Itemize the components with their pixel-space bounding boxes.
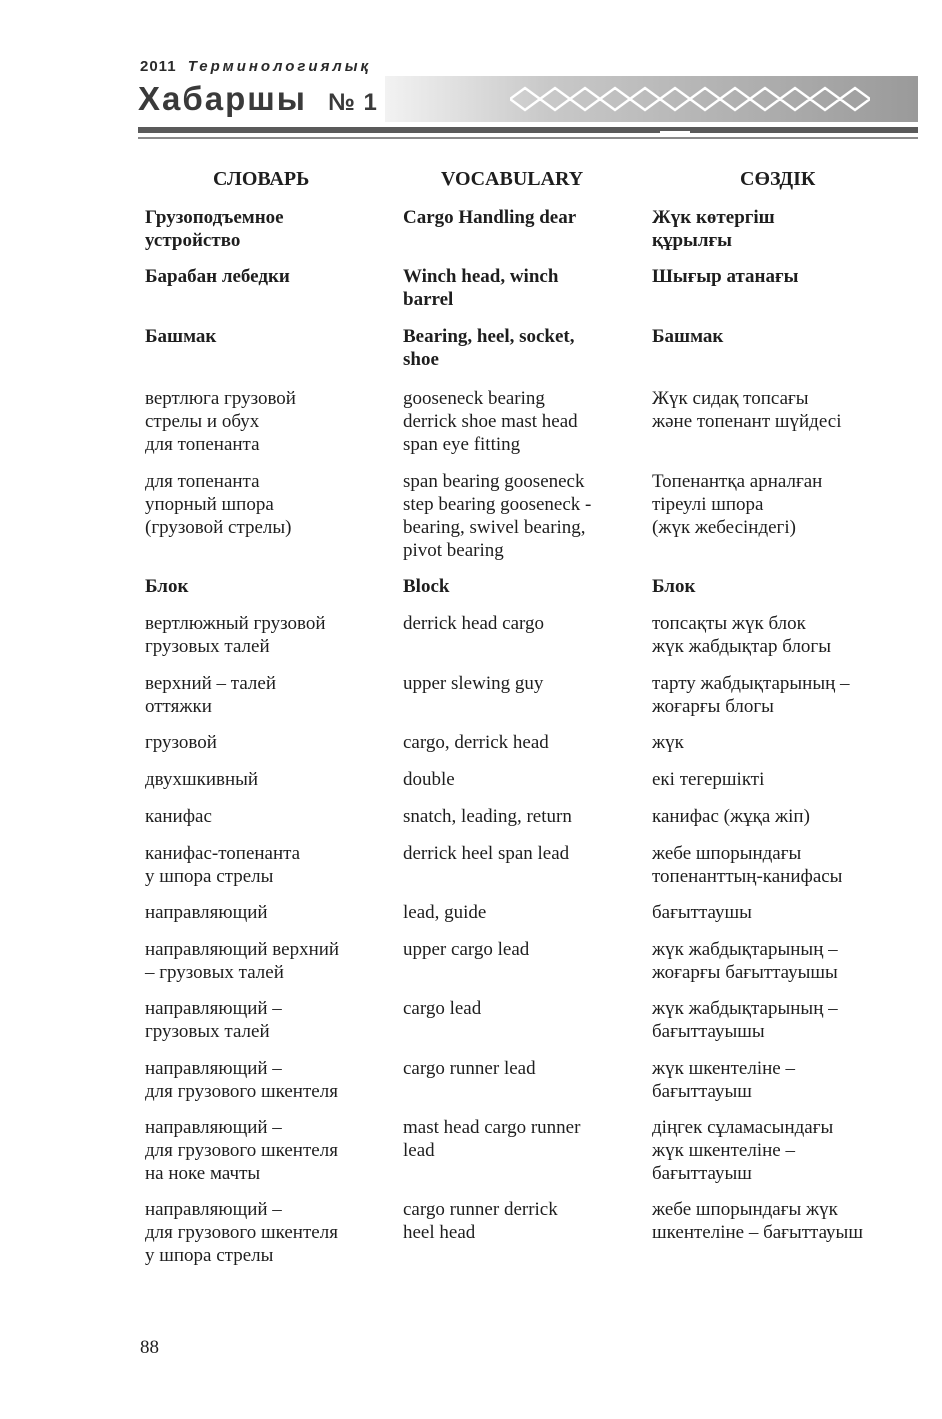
header-title: Хабаршы xyxy=(138,80,307,117)
term-en: lead, guide xyxy=(403,902,487,923)
term-ru: Башмак xyxy=(145,326,217,347)
header-ornament xyxy=(510,84,870,114)
term-kz: Топенантқа арналған тіреулі шпора (жүк жебесіндегі) xyxy=(652,471,823,538)
column-header-kazakh: СӨЗДІК xyxy=(740,168,816,190)
term-kz: Жүк көтергіш құрылғы xyxy=(652,207,775,251)
term-en: double xyxy=(403,769,455,790)
term-ru: Грузоподъемное устройство xyxy=(145,207,284,251)
term-ru: Барабан лебедки xyxy=(145,266,290,287)
header-subtitle: Терминологиялық xyxy=(187,58,372,75)
term-kz: жүк жабдықтарының – бағыттауышы xyxy=(652,998,838,1042)
term-en: Winch head, winch barrel xyxy=(403,266,559,310)
term-ru: двухшкивный xyxy=(145,769,259,790)
term-kz: Блок xyxy=(652,576,696,597)
term-ru: канифас xyxy=(145,806,212,827)
term-ru: Блок xyxy=(145,576,189,597)
term-kz: жүк жабдықтарының – жоғарғы бағыттауышы xyxy=(652,939,838,983)
term-en: derrick head cargo xyxy=(403,613,545,634)
term-kz: жүк шкентеліне – бағыттауыш xyxy=(652,1058,795,1102)
term-en: span bearing gooseneck step bearing gooseneck - bearing, swivel bearing, pivot bearing xyxy=(403,471,592,561)
column-header-english: VOCABULARY xyxy=(441,168,584,190)
term-ru: грузовой xyxy=(145,732,217,753)
term-en: gooseneck bearing derrick shoe mast head span eye fitting xyxy=(403,388,578,455)
term-kz: жебе шпорындағы жүк шкентеліне – бағыттауыш xyxy=(652,1199,863,1243)
term-kz: жүк xyxy=(652,732,684,753)
header-year: 2011 xyxy=(140,58,177,75)
header-title-line xyxy=(138,80,378,118)
term-kz: канифас (жұқа жіп) xyxy=(652,806,810,827)
page-number: 88 xyxy=(140,1337,159,1358)
term-en: mast head cargo runner lead xyxy=(403,1117,581,1161)
header-year-line xyxy=(140,58,371,75)
term-ru: верхний – талей оттяжки xyxy=(145,673,277,717)
term-ru: вертлюжный грузовой грузовых талей xyxy=(145,613,326,657)
term-en: Bearing, heel, socket, shoe xyxy=(403,326,575,370)
term-kz: Башмак xyxy=(652,326,724,347)
term-en: upper cargo lead xyxy=(403,939,530,960)
term-ru: направляющий xyxy=(145,902,268,923)
header-rule-thin xyxy=(138,137,918,139)
term-kz: тарту жабдықтарының – жоғарғы блогы xyxy=(652,673,850,717)
term-en: cargo runner derrick heel head xyxy=(403,1199,558,1243)
term-en: upper slewing guy xyxy=(403,673,544,694)
term-en: cargo, derrick head xyxy=(403,732,549,753)
term-ru: направляющий – для грузового шкентеля на ноке мачты xyxy=(145,1117,338,1184)
term-ru: направляющий – для грузового шкентеля у шпора стрелы xyxy=(145,1199,338,1266)
term-ru: вертлюга грузовой стрелы и обух для топенанта xyxy=(145,388,296,455)
term-en: cargo lead xyxy=(403,998,482,1019)
term-en: derrick heel span lead xyxy=(403,843,570,864)
header-rule-thick xyxy=(138,127,918,133)
term-kz: екі тегершікті xyxy=(652,769,765,790)
term-kz: Жүк сидақ топсағы және топенант шүйдесі xyxy=(652,388,842,432)
header-rule-gap xyxy=(660,131,690,133)
term-ru: направляющий – для грузового шкентеля xyxy=(145,1058,338,1102)
term-en: Block xyxy=(403,576,450,597)
term-kz: Шығыр атанағы xyxy=(652,266,799,287)
term-ru: направляющий – грузовых талей xyxy=(145,998,282,1042)
term-kz: діңгек сұламасындағы жүк шкентеліне – бағыттауыш xyxy=(652,1117,834,1184)
term-en: Cargo Handling dear xyxy=(403,207,577,228)
column-header-russian: СЛОВАРЬ xyxy=(213,168,310,190)
issue-number: № 1 xyxy=(328,89,378,116)
term-en: snatch, leading, return xyxy=(403,806,572,827)
term-kz: бағыттаушы xyxy=(652,902,752,923)
term-ru: для топенанта упорный шпора (грузовой стрелы) xyxy=(145,471,292,538)
term-kz: жебе шпорындағы топенанттың-канифасы xyxy=(652,843,843,887)
term-ru: направляющий верхний – грузовых талей xyxy=(145,939,340,983)
term-ru: канифас-топенанта у шпора стрелы xyxy=(145,843,301,887)
term-en: cargo runner lead xyxy=(403,1058,536,1079)
term-kz: топсақты жүк блок жүк жабдықтар блогы xyxy=(652,613,831,657)
